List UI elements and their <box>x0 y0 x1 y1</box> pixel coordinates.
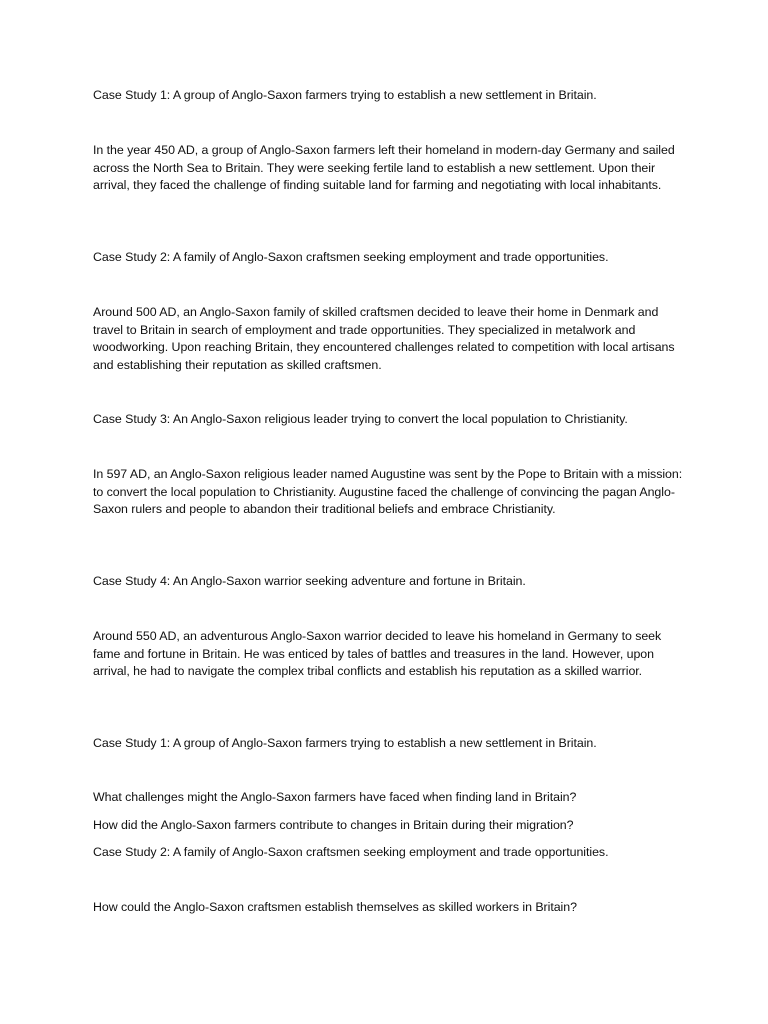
case-study-3-heading: Case Study 3: An Anglo-Saxon religious leader trying to convert the local population to Christianity. <box>93 412 628 426</box>
case-study-1-body: In the year 450 AD, a group of Anglo-Saxon farmers left their homeland in modern-day Germany and sailed across the North Sea to Britain. They were seeking fertile land to establish a new settlement. Upon their arrival, they faced the challenge of finding suitable land for farming and negotiating with local inhabitants. <box>93 143 675 192</box>
question-farmers-contribution: How did the Anglo-Saxon farmers contribute to changes in Britain during their migration? <box>93 818 574 832</box>
case-study-1-heading: Case Study 1: A group of Anglo-Saxon farmers trying to establish a new settlement in Britain. <box>93 88 597 102</box>
case-study-2-heading: Case Study 2: A family of Anglo-Saxon craftsmen seeking employment and trade opportunities. <box>93 250 609 264</box>
question-farmers-challenges: What challenges might the Anglo-Saxon farmers have faced when finding land in Britain? <box>93 790 577 804</box>
case-study-1-heading-repeat: Case Study 1: A group of Anglo-Saxon farmers trying to establish a new settlement in Britain. <box>93 736 597 750</box>
case-study-2-body: Around 500 AD, an Anglo-Saxon family of skilled craftsmen decided to leave their home in Denmark and travel to Britain in search of employment and trade opportunities. They specialized in metalwork and woodworking. Upon reaching Britain, they encountered challenges related to competition with local artisans and establishing their reputation as skilled craftsmen. <box>93 305 675 372</box>
case-study-4-heading: Case Study 4: An Anglo-Saxon warrior seeking adventure and fortune in Britain. <box>93 574 526 588</box>
question-craftsmen-establish: How could the Anglo-Saxon craftsmen establish themselves as skilled workers in Britain? <box>93 900 577 914</box>
case-study-4-body: Around 550 AD, an adventurous Anglo-Saxon warrior decided to leave his homeland in Germany to seek fame and fortune in Britain. He was enticed by tales of battles and treasures in the land. However, upon arrival, he had to navigate the complex tribal conflicts and establish his reputation as a skilled warrior. <box>93 629 662 678</box>
case-study-3-body: In 597 AD, an Anglo-Saxon religious leader named Augustine was sent by the Pope to Britain with a mission: to convert the local population to Christianity. Augustine faced the challenge of convincing the pagan Anglo-Saxon rulers and people to abandon their traditional beliefs and embrace Christianity. <box>93 467 683 516</box>
case-study-2-heading-repeat: Case Study 2: A family of Anglo-Saxon craftsmen seeking employment and trade opportunities. <box>93 845 609 859</box>
